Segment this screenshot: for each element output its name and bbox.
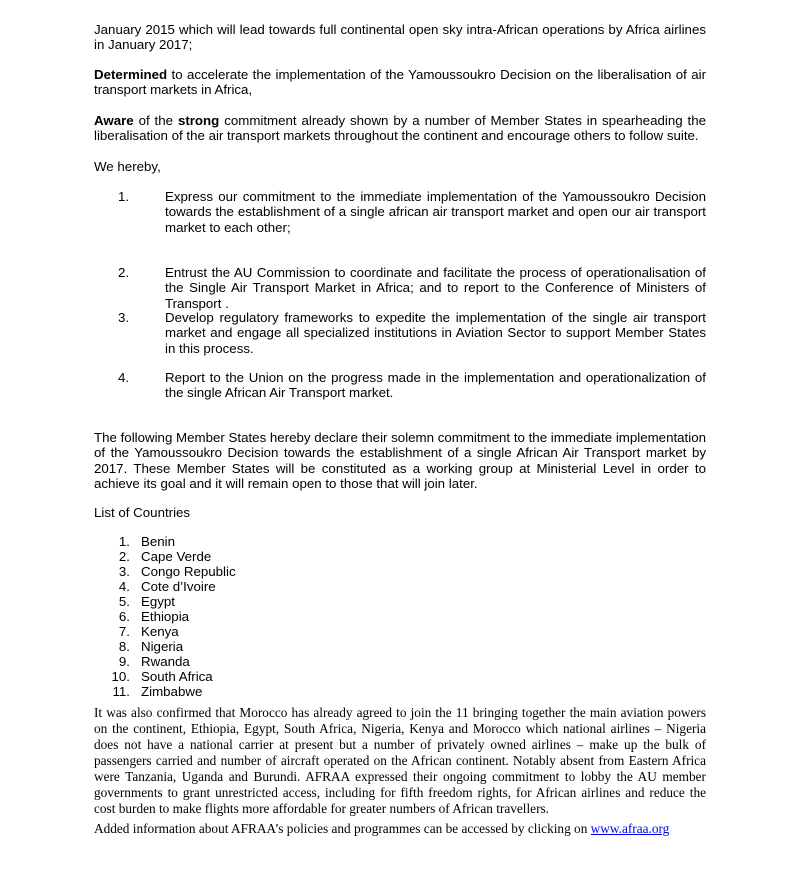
commitment-number: 2. (118, 265, 130, 280)
we-hereby: We hereby, (94, 159, 161, 174)
country-number: 5. (118, 594, 130, 609)
country-name: South Africa (141, 669, 213, 684)
country-number: 4. (118, 579, 130, 594)
determined-bold: Determined (94, 67, 168, 82)
country-number: 7. (118, 624, 130, 639)
country-name: Kenya (141, 624, 179, 639)
intro-paragraph-1 (94, 22, 706, 53)
country-name: Cape Verde (141, 549, 212, 564)
footer-text: Added information about AFRAA’s policies and programmes can be accessed by clicking on (94, 821, 591, 836)
country-number: 3. (118, 564, 130, 579)
country-name: Zimbabwe (141, 684, 203, 699)
country-name: Benin (141, 534, 176, 549)
afraa-link[interactable]: www.afraa.org (590, 821, 670, 836)
strong-bold: strong (177, 113, 220, 128)
country-name: Ethiopia (141, 609, 190, 624)
commitment-text: Report to the Union on the progress made in the implementation and operationalization of the single African Air Transport market. (165, 370, 706, 401)
country-name: Rwanda (141, 654, 190, 669)
country-name: Egypt (141, 594, 176, 609)
commitment-text: Develop regulatory frameworks to expedite the implementation of the single air transport market and engage all specialized institutions in Aviation Sector to support Member States in this process. (165, 310, 706, 356)
country-name: Nigeria (141, 639, 184, 654)
countries-heading: List of Countries (94, 505, 191, 520)
country-name: Congo Republic (141, 564, 236, 579)
declaration-paragraph: The following Member States hereby declare their solemn commitment to the immediate implementation of the Yamoussoukro Decision towards the establishment of a single African Air Transport market by 2017. These Member States will be constituted as a working group at Ministerial Level in order to achieve its goal and it will remain open to those that will join later. (94, 430, 706, 491)
determined-text: to accelerate the implementation of the Yamoussoukro Decision on the liberalisation of air transport markets in Africa, (94, 67, 706, 98)
country-number: 11. (112, 684, 130, 699)
intro-paragraph-1-text: January 2015 which will lead towards full continental open sky intra-African operations by Africa airlines in January 2017; (94, 22, 706, 53)
footer-paragraph (94, 821, 706, 837)
commitment-number: 3. (118, 310, 130, 325)
commitment-number: 4. (118, 370, 130, 385)
commitment-number: 1. (118, 189, 130, 204)
commitment-text: Entrust the AU Commission to coordinate and facilitate the process of operationalisation of the Single Air Transport Market in Africa; and to report to the Conference of Ministers of Transport . (165, 265, 706, 311)
country-number: 2. (118, 549, 130, 564)
country-name: Cote d’Ivoire (141, 579, 216, 594)
aware-paragraph (94, 113, 706, 144)
commitment-text: Express our commitment to the immediate implementation of the Yamoussoukro Decision towards the establishment of a single african air transport market and open our air transport market to each other; (165, 189, 706, 235)
country-number: 9. (118, 654, 130, 669)
country-number: 1. (118, 534, 130, 549)
country-number: 10. (111, 669, 130, 684)
aware-bold: Aware (94, 113, 134, 128)
aware-text: commitment already shown by a number of Member States in spearheading the liberalisation of the air transport markets throughout the continent and encourage others to follow suite. (94, 113, 706, 144)
country-number: 8. (118, 639, 130, 654)
aware-mid-text: of the (133, 113, 178, 128)
morocco-paragraph: It was also confirmed that Morocco has already agreed to join the 11 bringing together the main aviation powers on the continent, Ethiopia, Egypt, South Africa, Nigeria, Kenya and Morocco which national airlines – Nigeria does not have a national carrier at present but a number of privately owned airlines – make up the bulk of passengers carried and number of aircraft operated on the African continent. Notably absent from Eastern Africa were Tanzania, Uganda and Burundi. AFRAA expressed their ongoing commitment to lobby the AU member governments to grant unrestricted access, including for fifth freedom rights, for African airlines and reduce the cost burden to make flights more affordable for greater numbers of African travellers. (94, 705, 706, 816)
determined-paragraph (94, 67, 706, 98)
country-number: 6. (118, 609, 130, 624)
